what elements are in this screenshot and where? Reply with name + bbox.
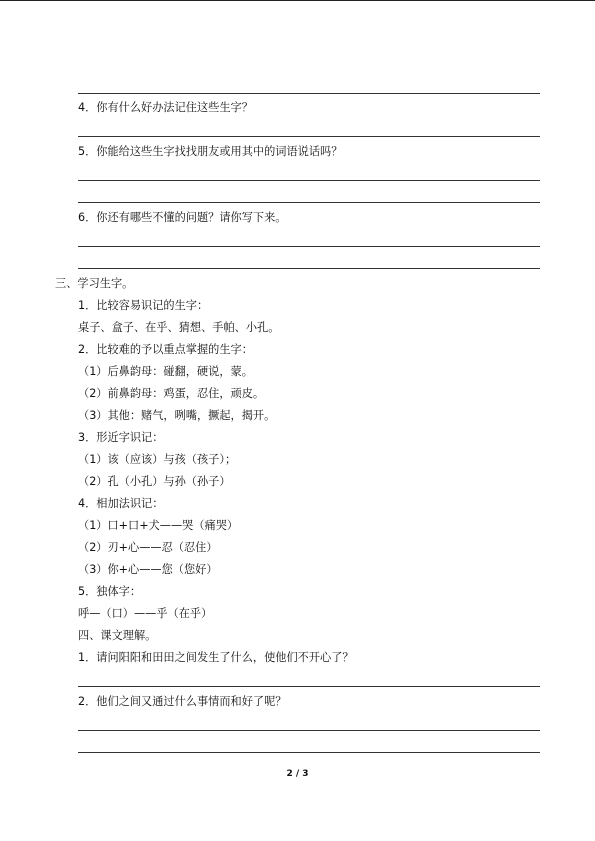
answer-line: [78, 686, 540, 687]
answer-line: [78, 202, 540, 203]
page-top-border: [0, 0, 595, 1]
section-4-heading: 四、课文理解。: [78, 629, 157, 642]
answer-line: [78, 730, 540, 731]
section-3-item-3-title: 3．形近字识记：: [78, 431, 164, 444]
question-6: 6．你还有哪些不懂的问题？请你写下来。: [78, 211, 287, 224]
section-4-question-1: 1．请问阳阳和田田之间发生了什么，使他们不开心了？: [78, 651, 354, 664]
question-4: 4．你有什么好办法记住这些生字？: [78, 101, 253, 114]
section-3-item-4-title: 4．相加法识记：: [78, 497, 164, 510]
section-3-item-4-sub-3: （3）你+心——您（您好）: [78, 563, 218, 576]
section-3-item-5-line: 呼—（口）——乎（在乎）: [78, 607, 213, 620]
section-3-item-2-sub-2: （2）前鼻韵母：鸡蛋，忍住，顽皮。: [78, 387, 265, 400]
section-3-item-4-sub-1: （1）口+口+犬——哭（痛哭）: [78, 519, 239, 532]
section-3-item-3-sub-2: （2）孔（小孔）与孙（孙子）: [78, 475, 231, 488]
section-3-item-3-sub-1: （1）该（应该）与孩（孩子）；: [78, 453, 237, 466]
section-3-item-2-title: 2．比较难的予以重点掌握的生字：: [78, 343, 253, 356]
section-3-item-1-words: 桌子、盒子、在乎、猜想、手帕、小孔。: [78, 321, 280, 334]
section-3-item-1-title: 1．比较容易识记的生字：: [78, 299, 209, 312]
answer-line: [78, 136, 540, 137]
answer-line: [78, 246, 540, 247]
answer-line: [78, 93, 540, 94]
answer-line: [78, 180, 540, 181]
section-3-item-5-title: 5．独体字：: [78, 585, 142, 598]
question-5: 5．你能给这些生字找找朋友或用其中的词语说话吗？: [78, 145, 343, 158]
section-3-item-2-sub-3: （3）其他：赌气，咧嘴，撅起，揭开。: [78, 409, 276, 422]
page-number: 2 / 3: [286, 769, 309, 779]
section-3-item-2-sub-1: （1）后鼻韵母：碰翻，硬说，蒙。: [78, 365, 253, 378]
answer-line: [78, 268, 540, 269]
section-4-question-2: 2．他们之间又通过什么事情而和好了呢？: [78, 695, 287, 708]
section-3-heading: 三、学习生字。: [55, 277, 134, 290]
section-3-item-4-sub-2: （2）刃+心——忍（忍住）: [78, 541, 218, 554]
answer-line: [78, 752, 540, 753]
